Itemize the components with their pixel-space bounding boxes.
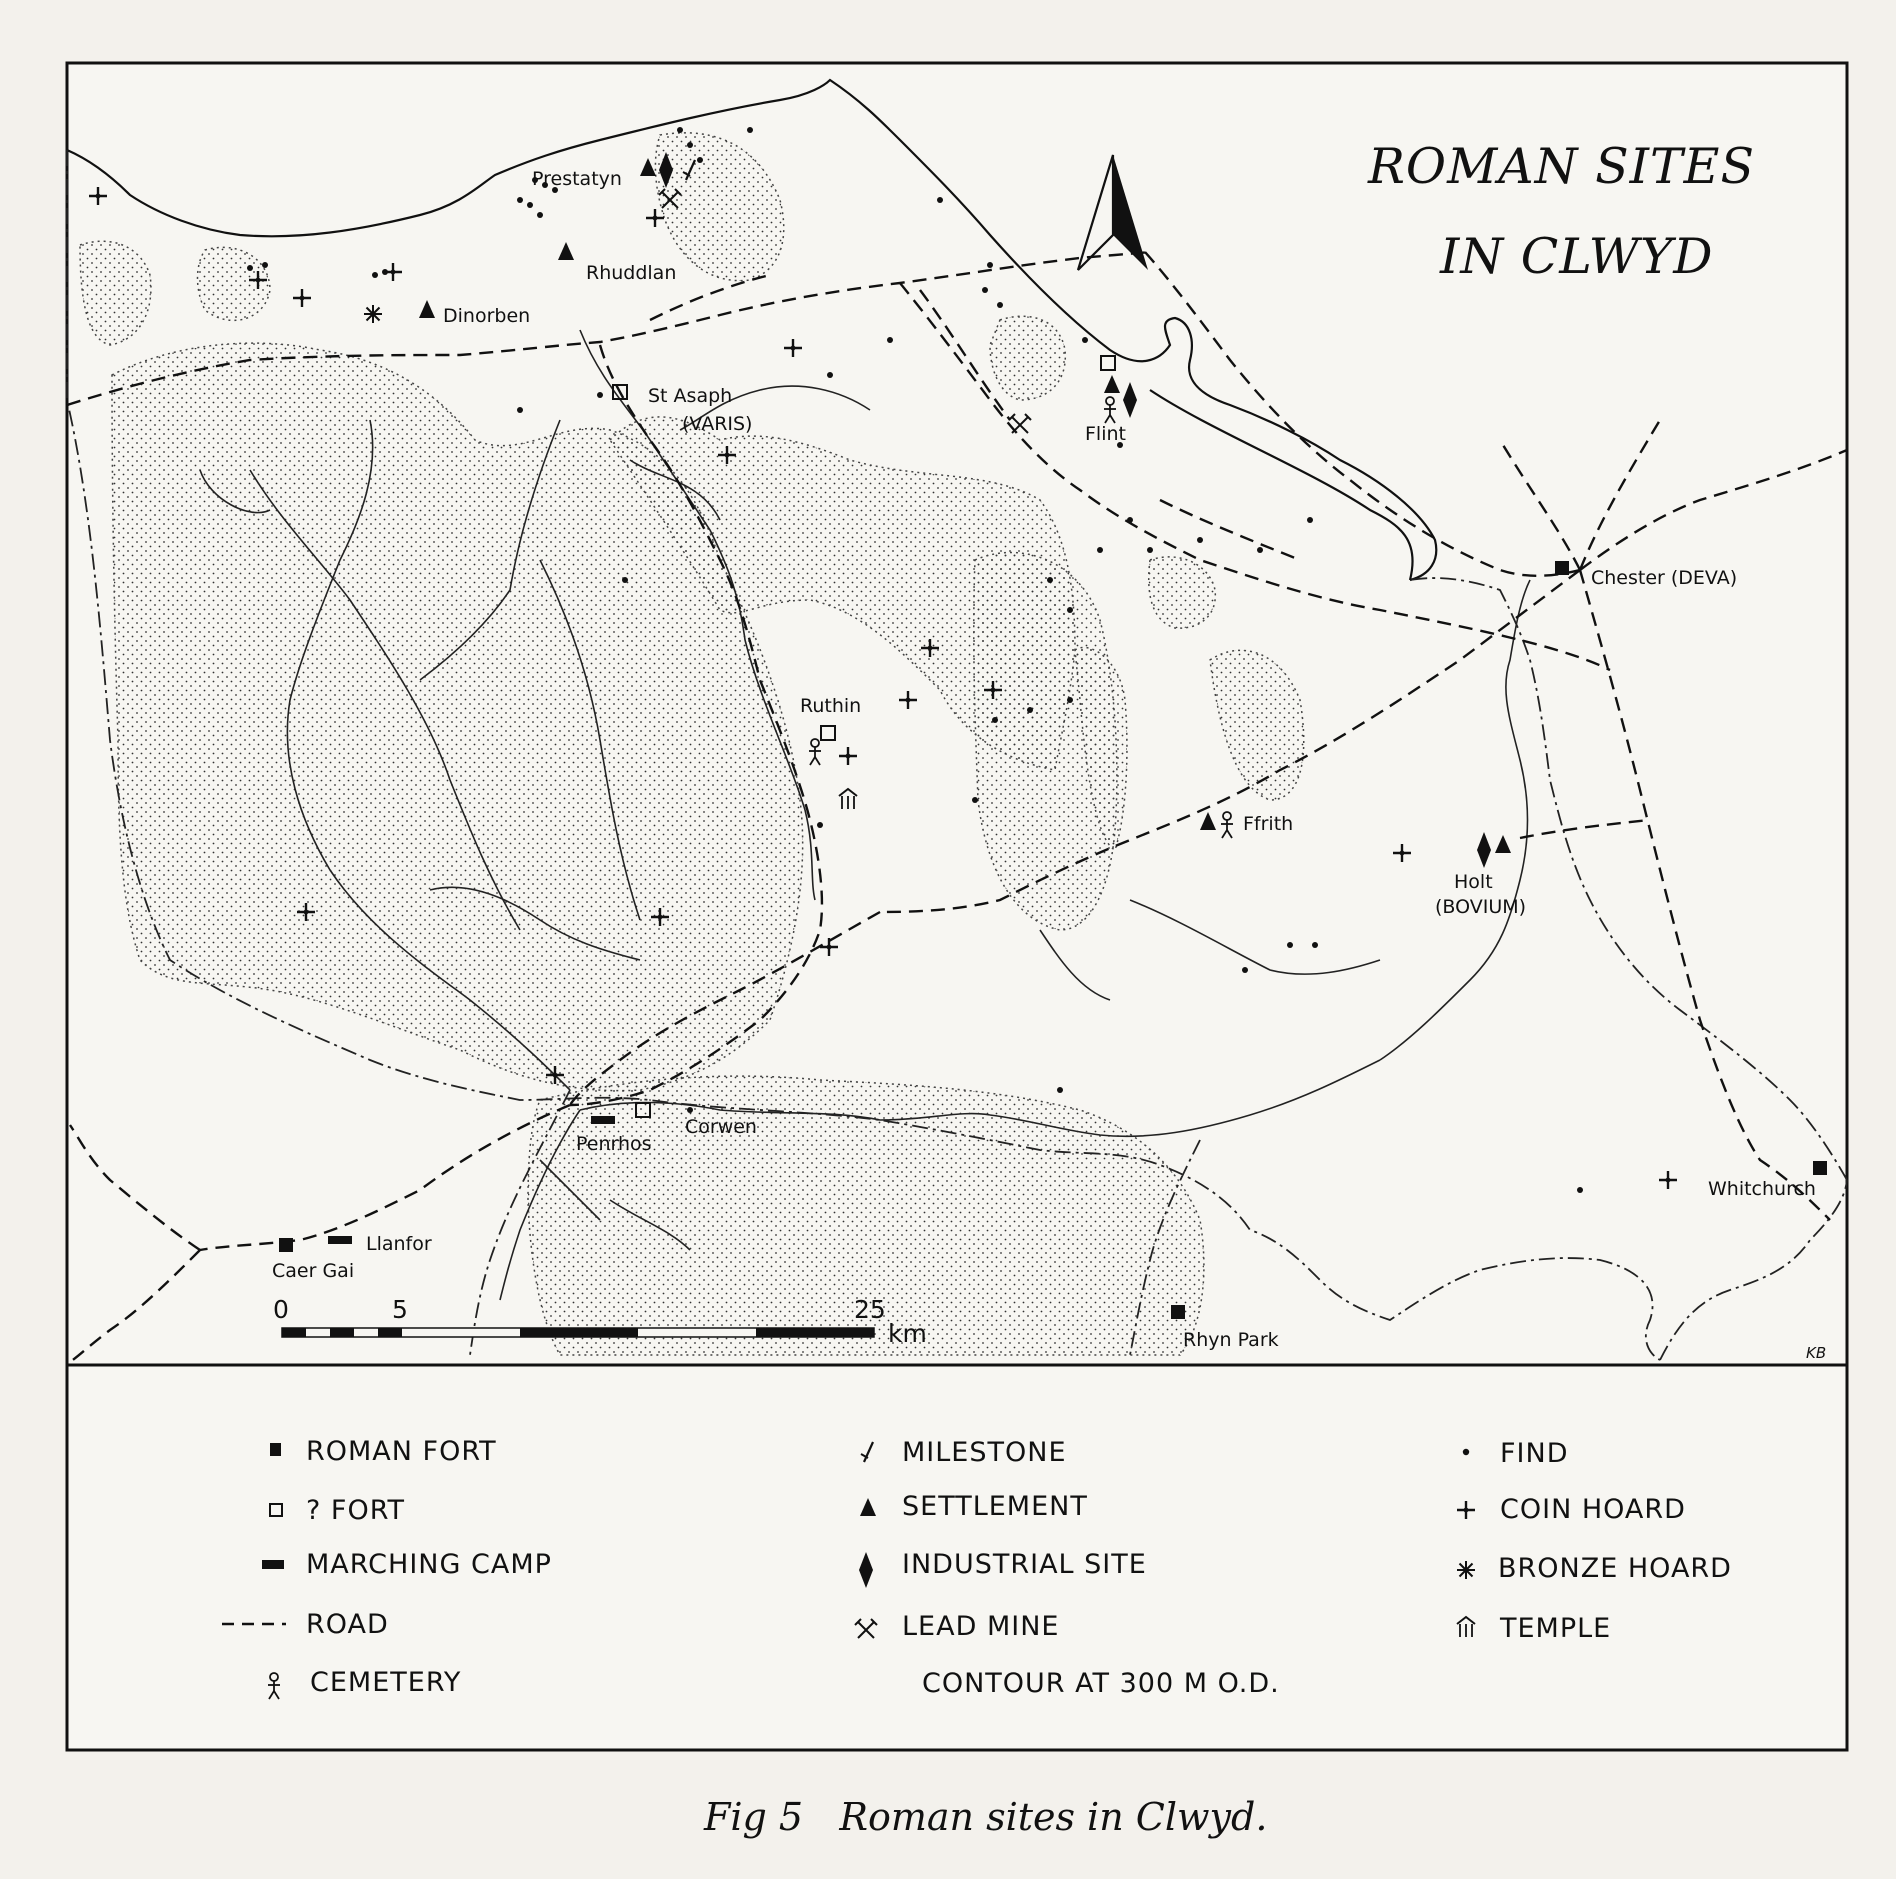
scale-unit: km [888, 1319, 927, 1348]
legend-label-settlement: SETTLEMENT [902, 1491, 1088, 1522]
scale-tick-25: 25 [854, 1295, 886, 1324]
legend-label-industrial-site: INDUSTRIAL SITE [902, 1549, 1147, 1580]
map-title-line2: IN CLWYD [1440, 228, 1714, 285]
legend-label-temple: TEMPLE [1500, 1613, 1612, 1644]
legend-label-contour: CONTOUR AT 300 M O.D. [922, 1668, 1280, 1699]
label-st-asaph: St Asaph [648, 385, 733, 407]
label-ffrith: Ffrith [1243, 813, 1294, 835]
map-title-line1: ROMAN SITES [1368, 138, 1756, 195]
legend-label-road: ROAD [306, 1609, 389, 1640]
label-holt: Holt [1454, 871, 1493, 893]
label-dinorben: Dinorben [443, 305, 531, 327]
legend-label-coin-hoard: COIN HOARD [1500, 1494, 1686, 1525]
label-chester: Chester (DEVA) [1591, 567, 1738, 589]
legend-label-lead-mine: LEAD MINE [902, 1611, 1060, 1642]
scale-tick-5: 5 [392, 1295, 408, 1324]
legend-item-bronze-hoard [1457, 1553, 1732, 1584]
map-initials: KB [1806, 1344, 1827, 1362]
label-rhuddlan: Rhuddlan [586, 262, 677, 284]
legend-item-contour [922, 1668, 1280, 1699]
label-penrhos: Penrhos [576, 1133, 652, 1155]
label-bovium: (BOVIUM) [1435, 896, 1527, 918]
label-caer-gai: Caer Gai [272, 1260, 355, 1282]
legend-label-marching-camp: MARCHING CAMP [306, 1549, 552, 1580]
label-rhyn-park: Rhyn Park [1183, 1329, 1279, 1351]
legend-label-find: FIND [1500, 1438, 1569, 1469]
label-corwen: Corwen [685, 1116, 757, 1138]
legend-label-milestone: MILESTONE [902, 1437, 1067, 1468]
label-varis: (VARIS) [682, 413, 753, 435]
legend-label-bronze-hoard: BRONZE HOARD [1498, 1553, 1732, 1584]
label-ruthin: Ruthin [800, 695, 862, 717]
label-prestatyn: Prestatyn [532, 168, 622, 190]
legend-item-marching-camp [262, 1549, 552, 1580]
label-flint: Flint [1085, 423, 1126, 445]
legend-label-q-fort: ? FORT [306, 1495, 405, 1526]
legend-label-cemetery: CEMETERY [310, 1667, 462, 1698]
scale-tick-0: 0 [273, 1295, 289, 1324]
legend-label-roman-fort: ROMAN FORT [306, 1436, 497, 1467]
figure-caption: Fig 5 Roman sites in Clwyd. [704, 1795, 1268, 1839]
label-whitchurch: Whitchurch [1708, 1178, 1816, 1200]
label-llanfor: Llanfor [366, 1233, 432, 1255]
